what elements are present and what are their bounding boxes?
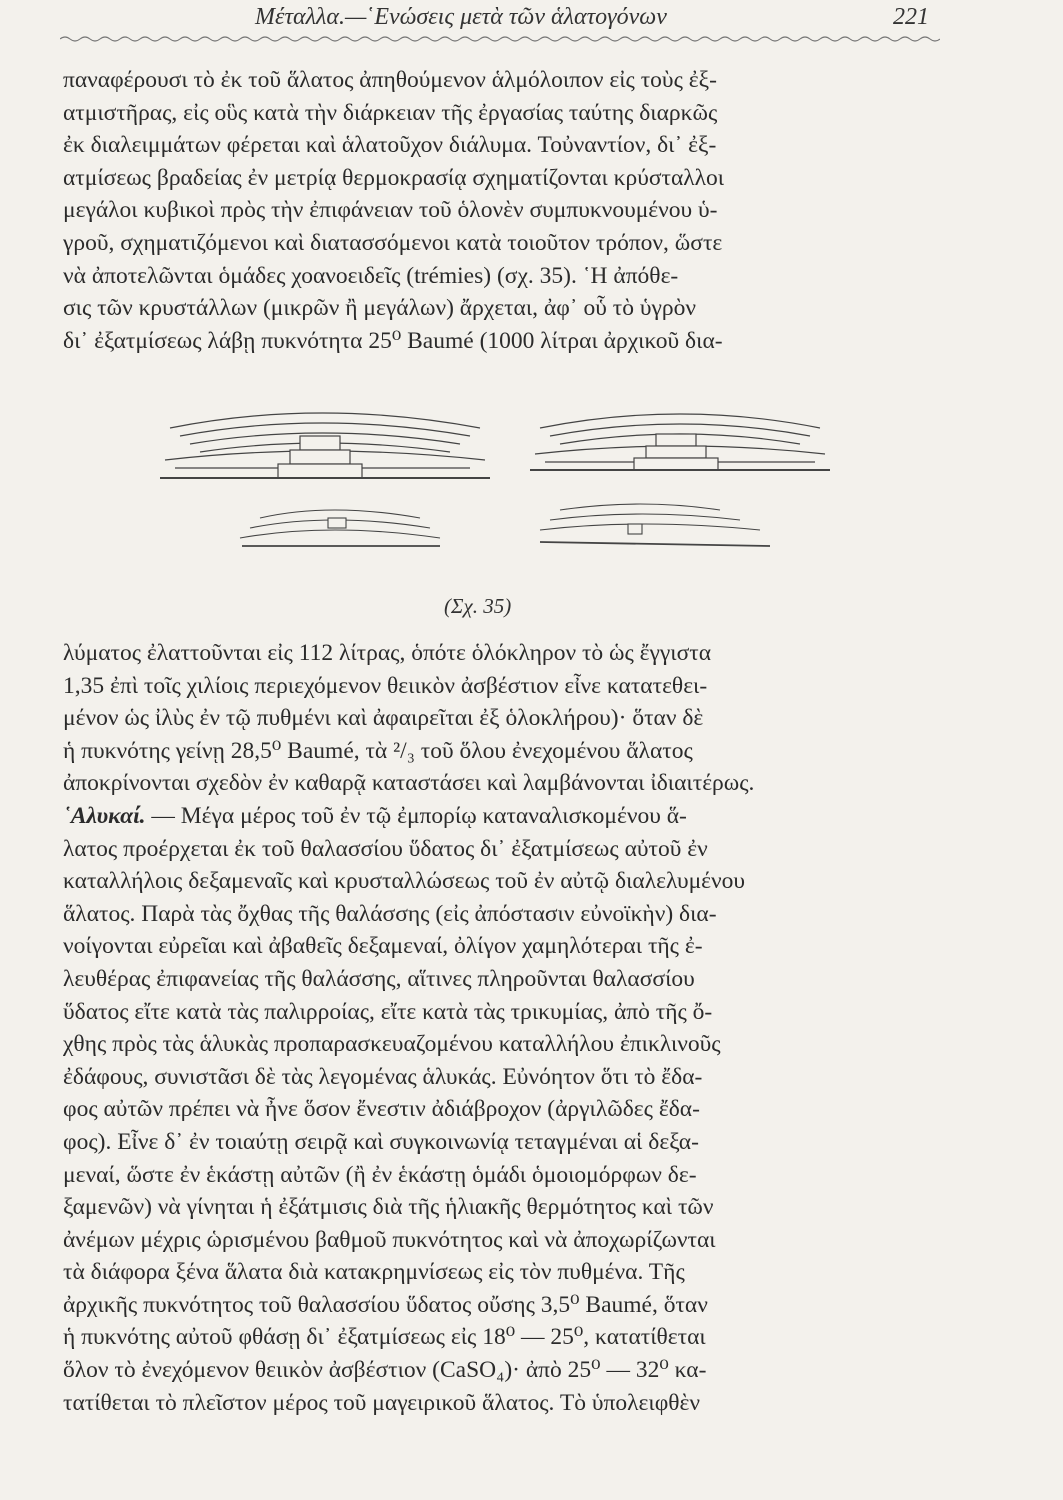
text-line: ξαμενῶν) νὰ γίνηται ἡ ἐξάτμισις διὰ τῆς ἡλιακῆς θερμότητος καὶ τῶν — [63, 1194, 714, 1221]
text-line: νὰ ἀποτελῶνται ὁμάδες χοανοειδεῖς (trémies) (σχ. 35). ῾Η ἀπόθε- — [63, 262, 679, 289]
text-line: ἡ πυκνότης αὐτοῦ φθάσῃ δι᾽ ἐξατμίσεως εἰς 18⁰ — 25⁰, κατατίθεται — [63, 1324, 706, 1351]
text-line: δι᾽ ἐξατμίσεως λάβῃ πυκνότητα 25⁰ Baumé (1000 λίτραι ἀρχικοῦ δια- — [63, 327, 723, 354]
crystal-hopper-figure — [160, 378, 940, 578]
text-line: ατμιστῆρας, εἰς οὓς κατὰ τὴν διάρκειαν τῆς ἐργασίας ταύτης διαρκῶς — [63, 99, 718, 126]
text-line: ἐκ διαλειμμάτων φέρεται καὶ ἁλατοῦχον διάλυμα. Τοὐναντίον, δι᾽ ἐξ- — [63, 132, 717, 159]
text-line: λατος προέρχεται ἐκ τοῦ θαλασσίου ὕδατος δι᾽ ἐξατμίσεως αὐτοῦ ἐν — [63, 835, 708, 862]
text-line: σις τῶν κρυστάλλων (μικρῶν ἢ μεγάλων) ἄρχεται, ἀφ᾽ οὗ τὸ ὑγρὸν — [63, 295, 696, 322]
subsection-first-line-text: — Μέγα μέρος τοῦ ἐν τῷ ἐμπορίῳ καταναλισκομένου ἅ- — [145, 802, 687, 829]
text-line: ὅλον τὸ ἐνεχόμενον θειικὸν ἀσβέστιον (CaSO₄)· ἀπὸ 25⁰ — 32⁰ κα- — [63, 1357, 707, 1384]
text-line: χθης πρὸς τὰς ἁλυκὰς προπαρασκευαζομένου καταλλήλου ἐπικλινοῦς — [63, 1031, 721, 1058]
text-line: μεναί, ὥστε ἐν ἑκάστῃ αὐτῶν (ἢ ἐν ἑκάστῃ ὁμάδι ὁμοιομόρφων δε- — [63, 1161, 697, 1188]
text-line: λύματος ἐλαττοῦνται εἰς 112 λίτρας, ὁπότε ὁλόκληρον τὸ ὡς ἔγγιστα — [63, 640, 712, 666]
figure-caption: (Σχ. 35) — [444, 594, 512, 618]
text-line: λευθέρας ἐπιφανείας τῆς θαλάσσης, αἵτινες πληροῦνται θαλασσίου — [63, 965, 695, 992]
hopper-crystal-small-right — [540, 504, 770, 546]
hopper-crystal-large-right — [530, 414, 830, 470]
text-line: γροῦ, σχηματιζόμενοι καὶ διατασσόμενοι κατὰ τοιοῦτον τρόπον, ὥστε — [63, 229, 723, 256]
text-line: 1,35 ἐπὶ τοῖς χιλίοις περιεχόμενον θειικὸν ἀσβέστιον εἶνε κατατεθει- — [63, 672, 708, 699]
text-line: παναφέρουσι τὸ ἐκ τοῦ ἅλατος ἀπηθούμενον ἁλμόλοιπον εἰς τοὺς ἐξ- — [63, 67, 717, 93]
text-line: φος αὐτῶν πρέπει νὰ ἦνε ὅσον ἔνεστιν ἀδιάβροχον (ἀργιλῶδες ἔδα- — [63, 1096, 700, 1123]
text-line: ἐδάφους, συνιστᾶσι δὲ τὰς λεγομένας ἁλυκάς. Εὐνόητον ὅτι τὸ ἔδα- — [63, 1063, 703, 1090]
text-line: ἡ πυκνότης γείνῃ 28,5⁰ Baumé, τὰ ²/₃ τοῦ ὅλου ἐνεχομένου ἅλατος — [63, 737, 693, 764]
text-line: τατίθεται τὸ πλεῖστον μέρος τοῦ μαγειρικοῦ ἅλατος. Τὸ ὑπολειφθὲν — [63, 1389, 701, 1416]
subsection-first-line — [63, 800, 943, 833]
text-line: ἀποκρίνονται σχεδὸν ἐν καθαρᾷ καταστάσει καὶ λαμβάνονται ἰδιαιτέρως. — [63, 770, 755, 797]
running-header — [255, 2, 935, 38]
page-number: 221 — [893, 4, 929, 30]
text-line: καταλλήλοις δεξαμεναῖς καὶ κρυσταλλώσεως τοῦ ἐν αὐτῷ διαλελυμένου — [63, 868, 746, 895]
text-line: μεγάλοι κυβικοὶ πρὸς τὴν ἐπιφάνειαν τοῦ ὁλονὲν συμπυκνουμένου ὑ- — [63, 197, 718, 224]
text-line: μένον ὡς ἰλὺς ἐν τῷ πυθμένι καὶ ἀφαιρεῖται ἐξ ὁλοκλήρου)· ὅταν δὲ — [63, 705, 704, 732]
header-wavy-rule — [60, 34, 940, 44]
text-block-top — [63, 64, 943, 357]
text-line: ἅλατος. Παρὰ τὰς ὄχθας τῆς θαλάσσης (εἰς ἀπόστασιν εὐνοϊκὴν) δια- — [63, 900, 717, 927]
running-title: Μέταλλα.—῾Ενώσεις μετὰ τῶν ἁλατογόνων — [255, 4, 667, 30]
text-line: φος). Εἶνε δ᾽ ἐν τοιαύτῃ σειρᾷ καὶ συγκοινωνίᾳ τεταγμέναι αἱ δεξα- — [63, 1128, 699, 1155]
text-block-bottom — [63, 637, 943, 1419]
text-line: ὕδατος εἴτε κατὰ τὰς παλιρροίας, εἴτε κατὰ τὰς τρικυμίας, ἀπὸ τῆς ὄ- — [63, 998, 713, 1025]
hopper-crystal-small-left — [240, 510, 440, 546]
subsection-title: ῾Αλυκαί. — [63, 802, 146, 829]
text-line: ἀνέμων μέχρις ὡρισμένου βαθμοῦ πυκνότητος καὶ νὰ ἀποχωρίζωνται — [63, 1226, 716, 1253]
text-line: ἀρχικῆς πυκνότητος τοῦ θαλασσίου ὕδατος οὔσης 3,5⁰ Baumé, ὅταν — [63, 1291, 708, 1318]
text-line: ατμίσεως βραδείας ἐν μετρίᾳ θερμοκρασίᾳ σχηματίζονται κρύσταλλοι — [63, 164, 725, 191]
text-line: τὰ διάφορα ξένα ἅλατα διὰ κατακρημνίσεως εἰς τὸν πυθμένα. Τῆς — [63, 1259, 685, 1286]
text-line: νοίγονται εὐρεῖαι καὶ ἀβαθεῖς δεξαμεναί, ὀλίγον χαμηλότεραι τῆς ἐ- — [63, 933, 703, 960]
hopper-crystal-large-left — [160, 413, 490, 478]
